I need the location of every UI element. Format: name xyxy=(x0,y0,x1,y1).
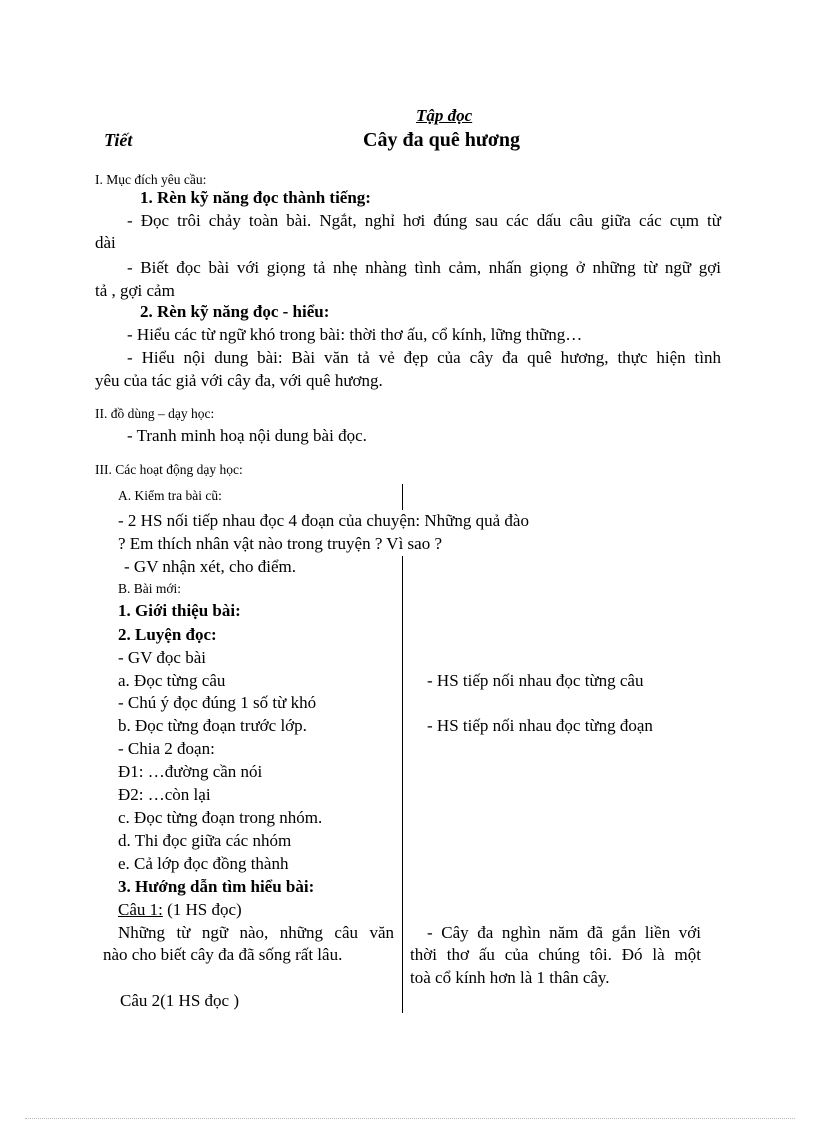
partA-heading: A. Kiểm tra bài cũ: xyxy=(118,488,222,503)
q1-line1: Những từ ngữ nào, những câu văn xyxy=(118,923,394,942)
b2-line5: - Chia 2 đoạn: xyxy=(118,739,215,758)
partB-heading: B. Bài mới: xyxy=(118,581,182,596)
sub1-line1-cont: dài xyxy=(95,233,116,252)
b2-line9: d. Thi đọc giữa các nhóm xyxy=(118,831,292,850)
table-divider xyxy=(402,556,403,1013)
q1-answer-line1: - Cây đa nghìn năm đã gắn liền với xyxy=(427,923,701,942)
b2-line6: Đ1: …đường cần nói xyxy=(118,762,263,781)
b2-line7: Đ2: …còn lại xyxy=(118,785,211,804)
q1-label: Câu 1: xyxy=(118,900,163,919)
sub2-heading: 2. Rèn kỹ năng đọc - hiểu: xyxy=(140,302,330,321)
sub1-line2: - Biết đọc bài với giọng tả nhẹ nhàng tình cảm, nhấn giọng ở những từ ngữ gợi xyxy=(127,258,721,277)
sub2-line1: - Hiểu các từ ngữ khó trong bài: thời thơ ấu, cổ kính, lững thững… xyxy=(127,325,583,344)
sub1-line1: - Đọc trôi chảy toàn bài. Ngắt, nghỉ hơi đúng sau các dấu câu giữa các cụm từ xyxy=(127,211,721,230)
q2-line: Câu 2(1 HS đọc ) xyxy=(120,991,239,1010)
b2-line1: - GV đọc bài xyxy=(118,648,206,667)
partA-line3: - GV nhận xét, cho điểm. xyxy=(124,557,297,576)
period-label: Tiết xyxy=(104,130,133,150)
section3-heading: III. Các hoạt động dạy học: xyxy=(95,462,243,477)
b2-heading: 2. Luyện đọc: xyxy=(118,625,217,644)
section2-line1: - Tranh minh hoạ nội dung bài đọc. xyxy=(127,426,367,445)
b2-line8: c. Đọc từng đoạn trong nhóm. xyxy=(118,808,323,827)
b1-heading: 1. Giới thiệu bài: xyxy=(118,601,241,620)
b2-line4-right: - HS tiếp nối nhau đọc từng đoạn xyxy=(427,716,653,735)
sub2-line2: - Hiểu nội dung bài: Bài văn tả vẻ đẹp của cây đa quê hương, thực hiện tình xyxy=(127,348,721,367)
q1-answer-line2: thời thơ ấu của chúng tôi. Đó là một xyxy=(410,945,701,964)
partA-line2: ? Em thích nhân vật nào trong truyện ? Vì sao ? xyxy=(118,534,443,553)
partA-line1: - 2 HS nối tiếp nhau đọc 4 đoạn của chuyện: Những quả đào xyxy=(118,511,529,530)
sub2-line2-cont: yêu của tác giả với cây đa, với quê hương. xyxy=(95,371,383,390)
b2-line4: b. Đọc từng đoạn trước lớp. xyxy=(118,716,307,735)
q1-note: (1 HS đọc) xyxy=(162,900,242,919)
table-divider-top xyxy=(402,484,403,510)
sub1-line2-cont: tả , gợi cảm xyxy=(95,281,175,300)
b2-line2-right: - HS tiếp nối nhau đọc từng câu xyxy=(427,671,644,690)
sub1-heading: 1. Rèn kỹ năng đọc thành tiếng: xyxy=(140,188,371,207)
q1-row xyxy=(118,900,242,920)
b2-line2: a. Đọc từng câu xyxy=(118,671,226,690)
q1-answer-line3: toà cổ kính hơn là 1 thân cây. xyxy=(410,968,610,987)
b2-line3: - Chú ý đọc đúng 1 số từ khó xyxy=(118,693,317,712)
page-title: Cây đa quê hương xyxy=(363,129,521,151)
q1-line2: nào cho biết cây đa đã sống rất lâu. xyxy=(103,945,343,964)
section1-heading: I. Mục đích yêu cầu: xyxy=(95,172,207,187)
page-bottom-dotted-rule xyxy=(25,1118,795,1119)
b3-heading: 3. Hướng dẫn tìm hiểu bài: xyxy=(118,877,315,896)
b2-line10: e. Cả lớp đọc đồng thành xyxy=(118,854,289,873)
section2-heading: II. đồ dùng – dạy học: xyxy=(95,406,215,421)
subject-label: Tập đọc xyxy=(416,106,473,125)
